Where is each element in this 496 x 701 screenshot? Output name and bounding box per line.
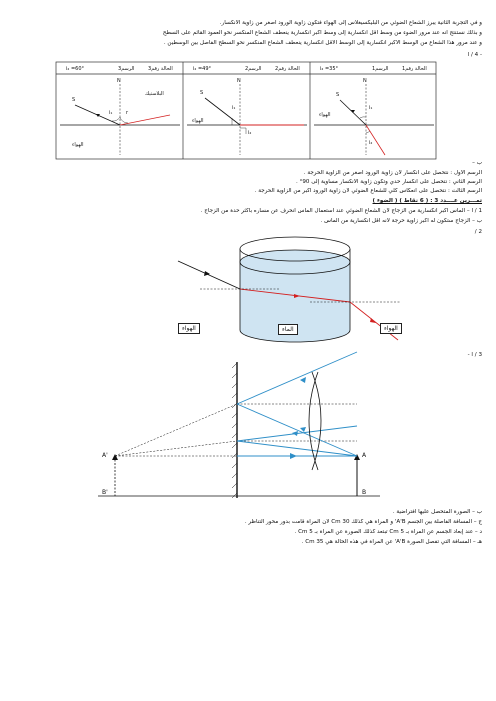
beaker-air-right-label: الهواء (380, 323, 402, 334)
answer-3c: ج – المسافة الفاصلة بين الجسم A'B' و المرآة هي كذلك 30 Cm لأن المرآة قامت بدور محور التناظر . (244, 519, 482, 525)
case-2-angle: i₂ =49° (193, 66, 212, 72)
case-1-normal: N (363, 78, 367, 84)
case-2-i2: i₂ (248, 130, 252, 136)
image-bottom-label: B' (102, 489, 108, 496)
answer-3b: ب – الصورة المتحصل عليها افتراضية . (392, 509, 482, 515)
answer-3e: هـ – المسافة التي تفصل الصورة A'B' عن المرآة في هذه الحالة هي 35 Cm . (301, 539, 482, 545)
case-3-source: S (72, 97, 76, 103)
case-2-drawing: الرسم2 (245, 66, 262, 72)
case-3-title: الحالة رقم3 (148, 66, 173, 72)
case-1-angle: i₂ =35° (320, 66, 339, 72)
exercise-3-title: تمـــرين عــــدد 3 : ( 6 نقاط ) ( الضوء ) (372, 198, 482, 204)
answer-b-line-3: الرسم الثالث : نتحصل على انعكاس كلي للشعاع الضوئي لأن زاوية الورود أكبر من الزاوية الحرجة . (254, 188, 482, 194)
case-3-plexiglass: البلاستيك (145, 91, 164, 97)
beaker-water-label: الماء (278, 324, 298, 335)
case-2-normal: N (237, 78, 241, 84)
object-top-label: A (362, 452, 367, 459)
case-1-drawing: الرسم1 (372, 66, 389, 72)
exercise-3-q2: 2 / (474, 229, 482, 235)
question-4a-label: - 4 / أ (467, 52, 482, 58)
beaker-air-left-label: الهواء (178, 323, 200, 334)
case-1-air: الهواء (319, 112, 331, 118)
case-2-source: S (200, 90, 204, 96)
image-top-label: A' (102, 452, 108, 459)
exercise-3-q1a: 1 / أ – الماس أكبر انكسارية من الزجاج لأن الشعاع الضوئي عند استعمال الماس انحرف عن مساره بأكثر حدة من الزجاج . (200, 208, 482, 214)
case-1-title: الحالة رقم1 (402, 66, 427, 72)
case-2-i1: i₁ (232, 105, 236, 111)
object-bottom-label: B (362, 489, 367, 496)
answer-b-label: ب – (472, 160, 482, 166)
answer-b-line-1: الرسم الأول : نتحصل على انكسار لأن زاوية الورود أصغر من الزاوية الحرجة . (303, 170, 482, 176)
case-3-air: الهواء (72, 142, 84, 148)
intro-line-1: و في التجربة الثانية يبرز الشعاع الضوئي من البليكسيغلاس إلى الهواء فتكون زاوية الورود أصغر من زاوية الانكسار. (219, 20, 482, 26)
intro-line-2: و بذلك نستنتج أنه عند مرور الضوء من وسط أقل انكسارية إلى وسط أكبر انكسارية ينعطف الشعاع المنكسر نحو العمود القائم على السطح (162, 30, 482, 36)
case-3-normal: N (117, 78, 121, 84)
intro-line-3: و عند مرور هذا الشعاع من الوسط الأكبر انكسارية إلى الوسط الأقل انكسارية ينعطف الشعاع المنكسر نحو السطح الفاصل بين الوسطين . (163, 40, 482, 46)
case-3-angle: i₂ =60° (66, 66, 85, 72)
case-3-drawing: الرسم3 (118, 66, 135, 72)
case-3-r: r (126, 110, 129, 116)
case-2-title: الحالة رقم2 (275, 66, 300, 72)
case-2-air: الهواء (192, 118, 204, 124)
case-1-i1: i₁ (369, 105, 373, 111)
case-1-i2: i₂ (369, 140, 373, 146)
answer-b-line-2: الرسم الثاني : نتحصل على انكسار حدي وتكون زاوية الانكسار مساوية إلى 90° . (295, 179, 482, 185)
question-3a-label: 3 / أ - (467, 352, 482, 358)
answer-3d: د – عند إبعاد الجسم عن المرآة بـ 5 Cm تبتعد كذلك الصورة عن المرآة بـ 5 Cm . (294, 529, 482, 535)
exercise-3-q1b: ب – الزجاج ستكون له أكبر زاوية حرجة لأنه أقل انكسارية من الماس . (320, 218, 482, 224)
case-1-source: S (336, 92, 340, 98)
case-3-i1: i₁ (109, 110, 113, 116)
